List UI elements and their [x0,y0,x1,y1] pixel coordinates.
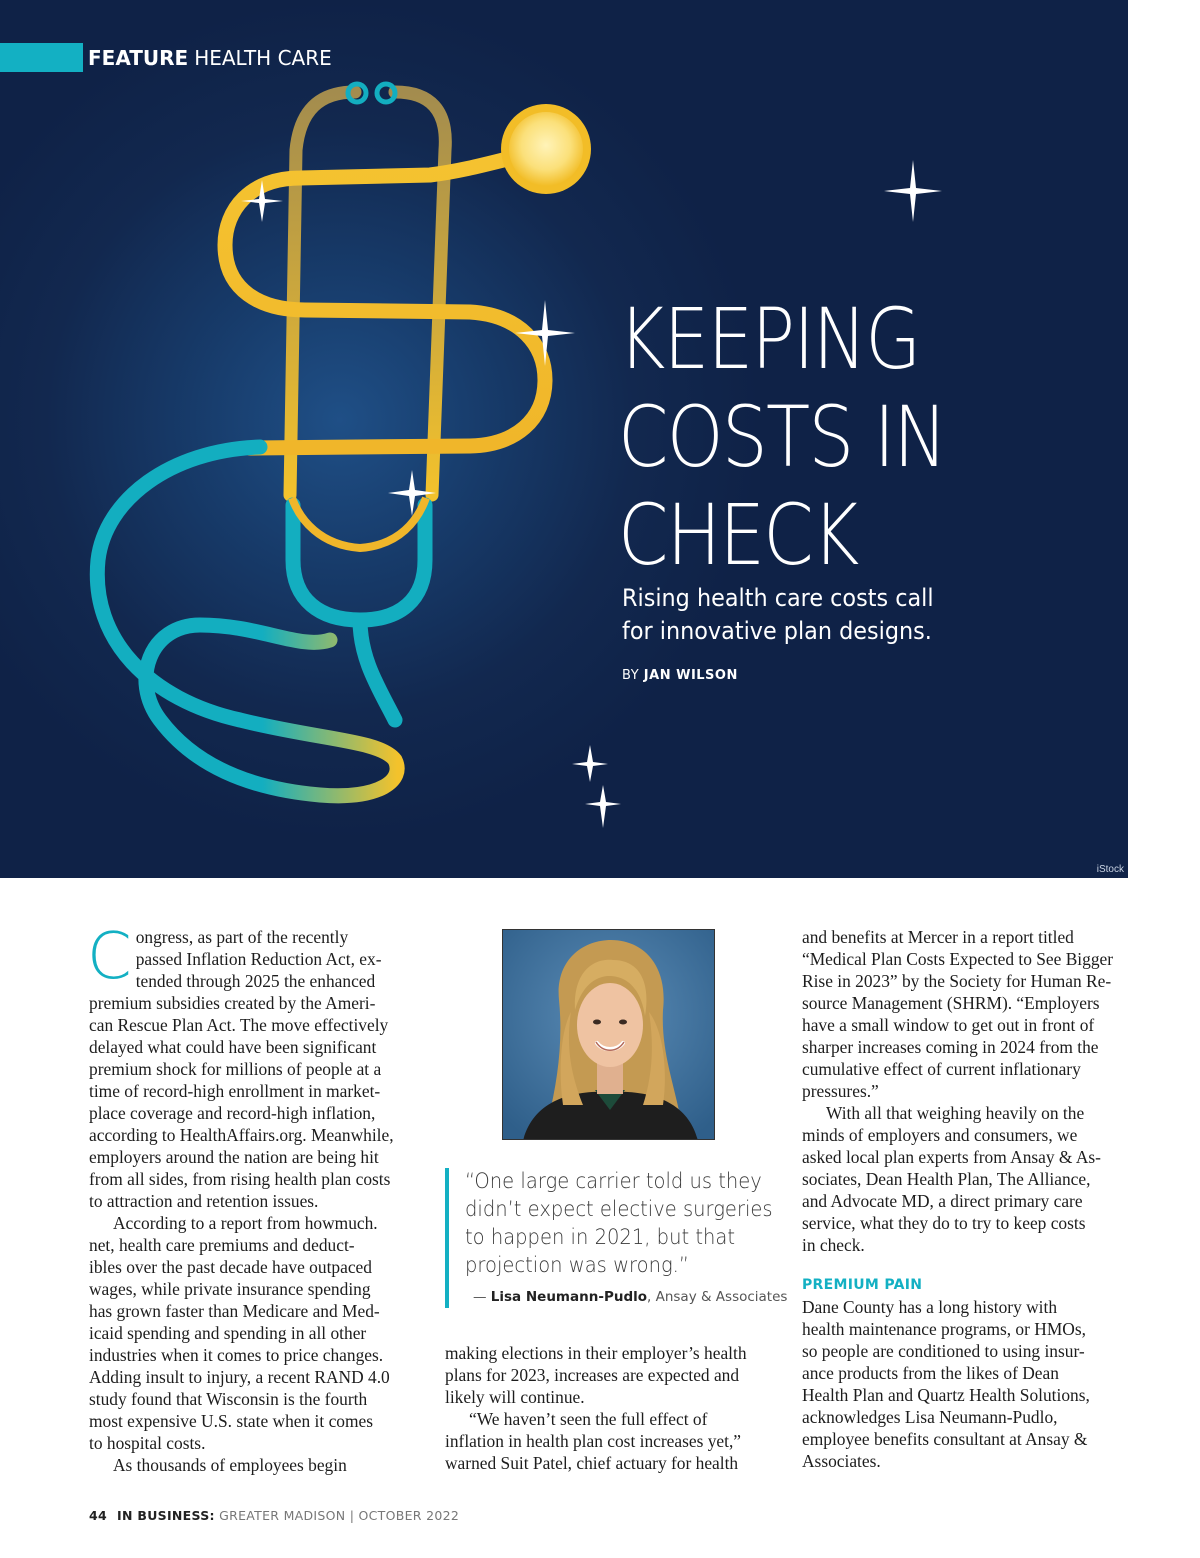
text-line: most expensive U.S. state when it comes [89,1411,373,1431]
person-portrait-icon [503,930,715,1140]
paragraph-3 [89,1454,407,1476]
paragraph-7 [802,1102,1122,1256]
text-line: have a small window to get out in front of [802,1015,1095,1035]
dropcap: C [87,920,132,994]
text-line: to hospital costs. [89,1433,206,1453]
text-line: premium shock for millions of people at a [89,1059,382,1079]
column-3 [802,926,1122,1472]
text-line: delayed what could have been significant [89,1037,377,1057]
column-2 [445,1342,771,1474]
section-heading: PREMIUM PAIN [802,1277,923,1293]
byline-author: JAN WILSON [643,668,738,683]
text-line: place coverage and record-high inflation, [89,1103,376,1123]
headline-line-1: KEEPING [618,290,920,388]
text-line: inflation in health plan cost increases yet,” [445,1431,742,1451]
text-line: likely will continue. [445,1387,585,1407]
section-tag [88,44,332,73]
text-line: making elections in their employer’s health [445,1343,747,1363]
paragraph-2 [89,1212,407,1454]
pull-quote-line: “One large carrier told us they [465,1169,762,1193]
text-line: Adding insult to injury, a recent RAND 4.0 [89,1367,390,1387]
text-line: and Advocate MD, a direct primary care [802,1191,1083,1211]
text-line: so people are conditioned to using insur- [802,1341,1085,1361]
text-line: Health Plan and Quartz Health Solutions, [802,1385,1090,1405]
text-line: industries when it comes to price changes. [89,1345,384,1365]
text-line: tended through 2025 the enhanced [135,971,376,991]
byline [622,668,738,683]
pull-quote-line: didn’t expect elective surgeries [465,1197,773,1221]
pull-quote-line: to happen in 2021, but that [465,1225,735,1249]
text-line: plans for 2023, increases are expected and [445,1365,740,1385]
paragraph-6 [802,926,1122,1102]
text-line: service, what they do to try to keep costs [802,1213,1086,1233]
text-line: According to a report from howmuch. [113,1213,378,1233]
section-feature: FEATURE [88,46,189,70]
text-line: Associates. [802,1451,881,1471]
text-line: sociates, Dean Health Plan, The Alliance, [802,1169,1091,1189]
text-line: ibles over the past decade have outpaced [89,1257,372,1277]
text-line: cumulative effect of current inflationary [802,1059,1081,1079]
subheadline [622,582,1022,648]
text-line: wages, while private insurance spending [89,1279,371,1299]
text-line: asked local plan experts from Ansay & As- [802,1147,1101,1167]
text-line: study found that Wisconsin is the fourth [89,1389,368,1409]
headshot-photo [502,929,715,1140]
text-line: net, health care premiums and deduct- [89,1235,355,1255]
headline-line-3: CHECK [618,486,858,584]
text-line: With all that weighing heavily on the [826,1103,1085,1123]
pull-quote-line: projection was wrong.” [465,1253,690,1277]
attribution-name: Lisa Neumann-Pudlo [490,1289,648,1305]
text-line: premium subsidies created by the Ameri- [89,993,376,1013]
paragraph-4 [445,1342,771,1408]
page-number: 44 [89,1508,107,1523]
text-line: “Medical Plan Costs Expected to See Bigger [802,949,1114,969]
text-line: from all sides, from rising health plan costs [89,1169,391,1189]
pull-quote-text [465,1167,775,1279]
byline-prefix: BY [622,668,640,683]
text-line: acknowledges Lisa Neumann-Pudlo, [802,1407,1058,1427]
attribution-org: , Ansay & Associates [647,1289,788,1305]
photo-credit: iStock [1096,864,1124,875]
text-line: Rise in 2023” by the Society for Human Re- [802,971,1112,991]
subheadline-line-1: Rising health care costs call [622,584,934,612]
attribution-dash: — [473,1289,487,1305]
text-line: employee benefits consultant at Ansay & [802,1429,1088,1449]
publication-name: IN BUSINESS: [117,1508,215,1523]
text-line: health maintenance programs, or HMOs, [802,1319,1086,1339]
edition-info: GREATER MADISON | OCTOBER 2022 [219,1508,460,1523]
text-line: has grown faster than Medicare and Med- [89,1301,380,1321]
text-line: icaid spending and spending in all other [89,1323,367,1343]
paragraph-1 [87,920,407,1212]
section-category: HEALTH CARE [194,46,332,70]
text-line: and benefits at Mercer in a report titled [802,927,1074,947]
headline [618,290,1118,584]
text-line: Dane County has a long history with [802,1297,1058,1317]
text-line: ongress, as part of the recently [135,927,349,947]
section-tag-bar [0,43,83,72]
column-1 [87,920,407,1476]
page-footer [89,1508,459,1523]
text-line: As thousands of employees begin [113,1455,347,1475]
text-line: to attraction and retention issues. [89,1191,319,1211]
paragraph-8 [802,1296,1122,1472]
text-line: ance products from the likes of Dean [802,1363,1059,1383]
text-line: source Management (SHRM). “Employers [802,993,1100,1013]
text-line: sharper increases coming in 2024 from the [802,1037,1099,1057]
text-line: warned Suit Patel, chief actuary for health [445,1453,739,1473]
text-line: can Rescue Plan Act. The move effectively [89,1015,389,1035]
subheadline-line-2: for innovative plan designs. [622,617,932,645]
text-line: according to HealthAffairs.org. Meanwhile, [89,1125,394,1145]
text-line: passed Inflation Reduction Act, ex- [135,949,382,969]
text-line: employers around the nation are being hit [89,1147,379,1167]
text-line: minds of employers and consumers, we [802,1125,1078,1145]
pull-quote-bar [445,1168,449,1308]
text-line: time of record-high enrollment in market- [89,1081,381,1101]
headline-line-2: COSTS IN [618,388,946,486]
pull-quote-attribution [473,1289,793,1305]
text-line: pressures.” [802,1081,879,1101]
paragraph-5 [445,1408,771,1474]
text-line: “We haven’t seen the full effect of [469,1409,708,1429]
text-line: in check. [802,1235,865,1255]
